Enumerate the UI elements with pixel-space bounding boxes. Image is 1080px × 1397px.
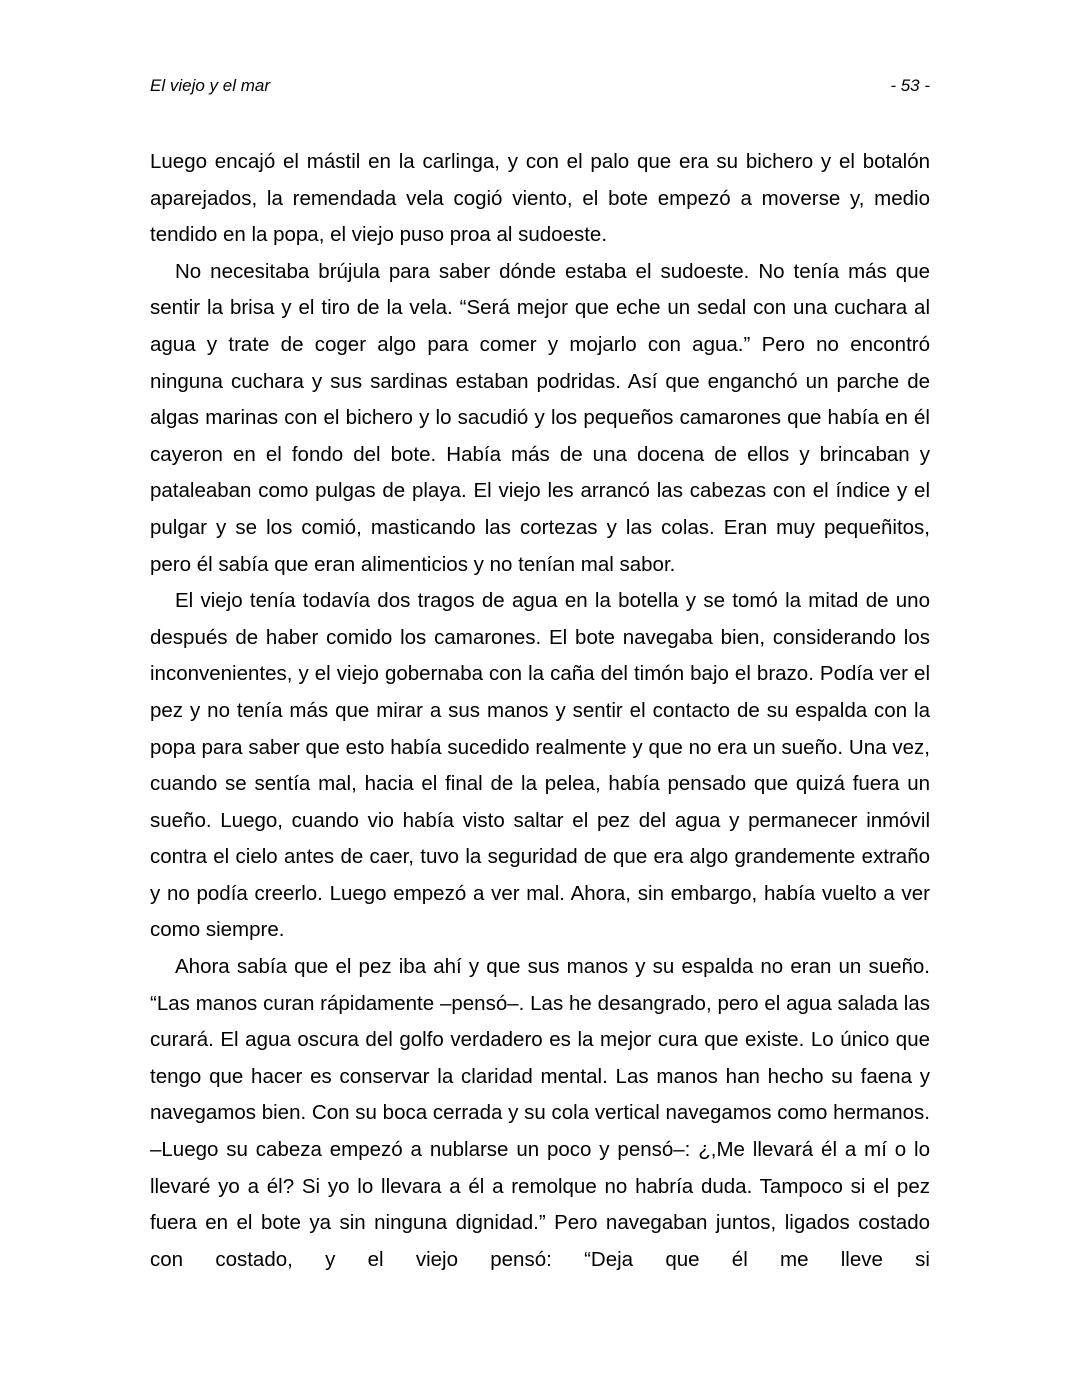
body-text (150, 144, 930, 1278)
running-header (150, 74, 930, 98)
paragraph: El viejo tenía todavía dos tragos de agua en la botella y se tomó la mitad de uno después de haber comido los camarones. El bote navegaba bien, considerando los inconvenientes, y el viejo gobernaba con la caña del timón bajo el brazo. Podía ver el pez y no tenía más que mirar a sus manos y sentir el contacto de su espalda con la popa para saber que esto había sucedido realmente y que no era un sueño. Una vez, cuando se sentía mal, hacia el final de la pelea, había pensado que quizá fuera un sueño. Luego, cuando vio había visto saltar el pez del agua y permanecer inmóvil contra el cielo antes de caer, tuvo la seguridad de que era algo grandemente extraño y no podía creerlo. Luego empezó a ver mal. Ahora, sin embargo, había vuelto a ver como siempre. (150, 589, 930, 942)
paragraph: Luego encajó el mástil en la carlinga, y con el palo que era su bichero y el botalón aparejados, la remendada vela cogió viento, el bote empezó a moverse y, medio tendido en la popa, el viejo puso proa al sudoeste. (150, 150, 930, 247)
paragraph: No necesitaba brújula para saber dónde estaba el sudoeste. No tenía más que sentir la brisa y el tiro de la vela. “Será mejor que eche un sedal con una cuchara al agua y trate de coger algo para comer y mojarlo con agua.” Pero no encontró ninguna cuchara y sus sardinas estaban podridas. Así que enganchó un parche de algas marinas con el bichero y lo sacudió y los pequeños camarones que había en él cayeron en el fondo del bote. Había más de una docena de ellos y brincaban y pataleaban como pulgas de playa. El viejo les arrancó las cabezas con el índice y el pulgar y se los comió, masticando las cortezas y las colas. Eran muy pequeñitos, pero él sabía que eran alimenticios y no tenían mal sabor. (150, 259, 930, 576)
page-number: - 53 - (890, 76, 930, 95)
paragraph: Ahora sabía que el pez iba ahí y que sus manos y su espalda no eran un sueño. “Las manos curan rápidamente –pensó–. Las he desangrado, pero el agua salada las curará. El agua oscura del golfo verdadero es la mejor cura que existe. Lo único que tengo que hacer es conservar la claridad mental. Las manos han hecho su faena y navegamos bien. Con su boca cerrada y su cola vertical navegamos como hermanos. –Luego su cabeza empezó a nublarse un poco y pensó–: ¿,Me llevará él a mí o lo llevaré yo a él? Si yo lo llevara a él a remolque no habría duda. Tampoco si el pez fuera en el bote ya sin ninguna dignidad.” Pero navegaban juntos, ligados costado con costado, y el viejo pensó: “Deja que él me lleve si (150, 955, 930, 1271)
book-title: El viejo y el mar (150, 76, 270, 95)
